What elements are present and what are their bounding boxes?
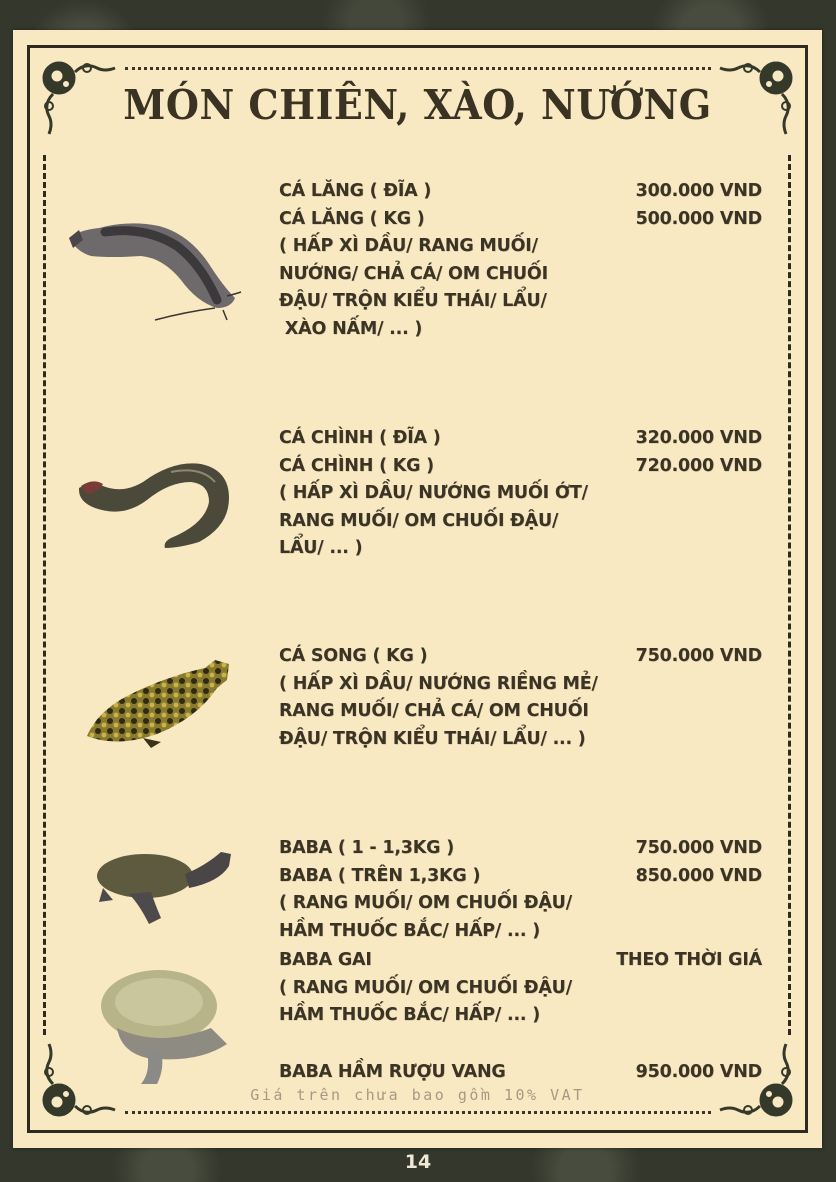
menu-item-price: 850.000 VND [635, 865, 762, 886]
spacer [616, 975, 762, 1058]
menu-item-description: HẦM THUỐC BẮC/ HẤP/ ... ) [279, 920, 541, 941]
page-number: 14 [404, 1151, 432, 1173]
ca-chinh-eel-image [71, 450, 241, 550]
menu-page [13, 30, 822, 1148]
ca-song-grouper-image [83, 658, 233, 750]
menu-item-description: XÀO NẤM/ ... ) [279, 318, 423, 339]
section-1-text [279, 178, 548, 343]
menu-item-price: 500.000 VND [635, 208, 762, 229]
menu-item-price: THEO THỜI GIÁ [616, 950, 762, 970]
menu-item-description: ĐẬU/ TRỘN KIỂU THÁI/ LẨU/ ... ) [279, 728, 586, 749]
menu-item-description: ĐẬU/ TRỘN KIỂU THÁI/ LẨU/ [279, 291, 547, 311]
menu-item-price: 750.000 VND [635, 838, 762, 858]
section-1-prices [636, 178, 762, 233]
vat-note: Giá trên chưa bao gồm 10% VAT [250, 1086, 585, 1104]
menu-item-price: 720.000 VND [635, 455, 762, 476]
menu-item-price: 320.000 VND [635, 428, 762, 448]
menu-item-price: 300.000 VND [635, 181, 762, 201]
menu-item-name: CÁ SONG ( KG ) [279, 646, 428, 666]
menu-item-name: CÁ LĂNG ( ĐĨA ) [279, 181, 432, 201]
menu-item-name: CÁ LĂNG ( KG ) [279, 208, 425, 229]
menu-item-name: BABA HẦM RƯỢU VANG [279, 1062, 506, 1082]
section-2-prices [636, 425, 762, 480]
menu-item-description: ( RANG MUỐI/ OM CHUỐI ĐẬU/ [279, 893, 572, 913]
menu-item-description: RANG MUỐI/ CHẢ CÁ/ OM CHUỐI [279, 701, 589, 721]
section-4-prices [616, 835, 762, 1087]
menu-item-price: 750.000 VND [635, 646, 762, 666]
page-title: MÓN CHIÊN, XÀO, NƯỚNG [123, 80, 712, 129]
menu-item-name: BABA ( TRÊN 1,3KG ) [279, 865, 481, 886]
menu-item-description: HẦM THUỐC BẮC/ HẤP/ ... ) [279, 1005, 541, 1025]
menu-item-description: NƯỚNG/ CHẢ CÁ/ OM CHUỐI [279, 263, 548, 284]
right-dashed-rule [788, 155, 791, 1035]
menu-item-description: LẨU/ ... ) [279, 538, 363, 558]
baba-softshell-turtle-image [89, 848, 239, 930]
menu-item-name: CÁ CHÌNH ( ĐĨA ) [279, 428, 441, 448]
menu-item-description: RANG MUỐI/ OM CHUỐI ĐẬU/ [279, 510, 559, 531]
section-3-text [279, 643, 598, 753]
section-4-text [279, 835, 572, 1087]
left-dashed-rule [43, 155, 46, 1035]
menu-item-description: ( HẤP XÌ DẦU/ RANG MUỐI/ [279, 236, 538, 256]
menu-item-description: ( RANG MUỐI/ OM CHUỐI ĐẬU/ [279, 977, 572, 998]
bottom-dotted-rule [125, 1111, 711, 1114]
baba-gai-turtle-image [97, 966, 237, 1086]
menu-item-name: BABA ( 1 - 1,3KG ) [279, 838, 454, 858]
spacer [279, 1030, 572, 1058]
spacer [616, 890, 762, 945]
ca-lang-catfish-image [65, 210, 245, 325]
menu-item-description: ( HẤP XÌ DẦU/ NƯỚNG RIỀNG MẺ/ [279, 673, 598, 694]
section-3-prices [636, 643, 762, 671]
menu-item-price: 950.000 VND [635, 1062, 762, 1082]
menu-item-description: ( HẤP XÌ DẦU/ NƯỚNG MUỐI ỚT/ [279, 483, 588, 503]
menu-item-name: BABA GAI [279, 950, 372, 970]
top-dotted-rule [125, 67, 711, 70]
section-2-text [279, 425, 588, 563]
menu-item-name: CÁ CHÌNH ( KG ) [279, 455, 434, 476]
